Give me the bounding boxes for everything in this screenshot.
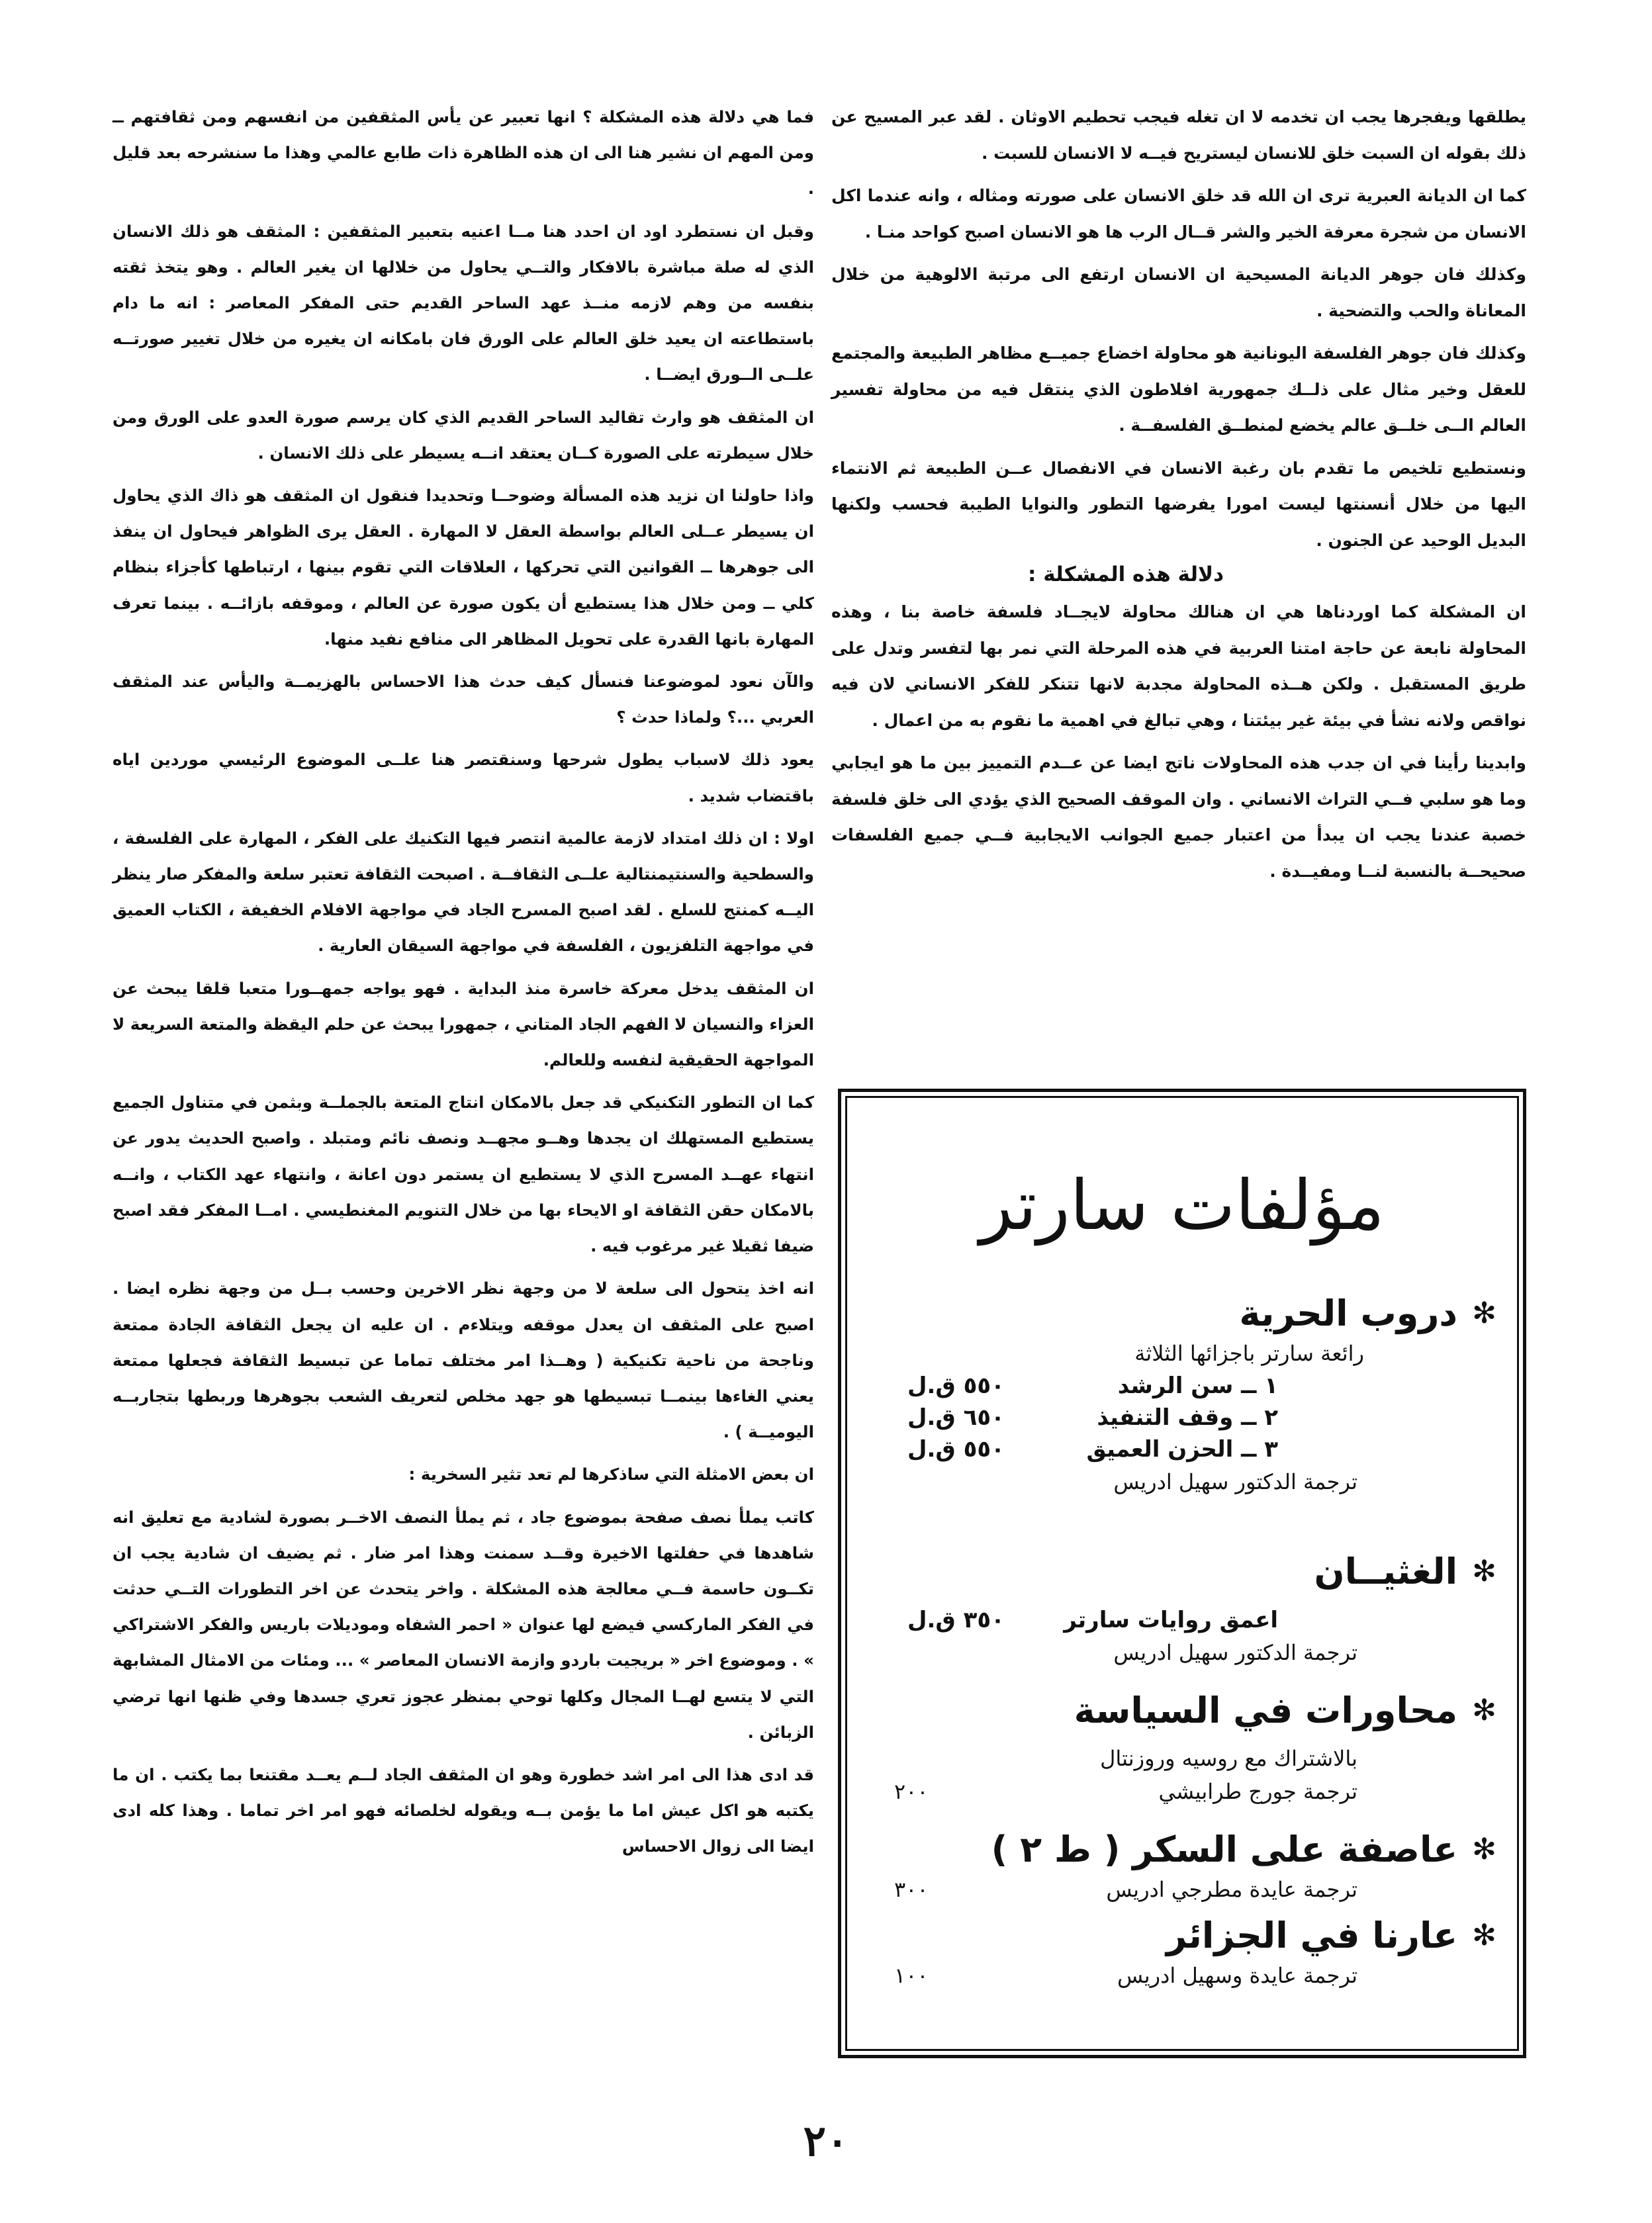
book-subtitle: بالاشتراك مع روسيه وروزنتال: [1100, 1746, 1357, 1771]
paragraph: ان بعض الامثلة التي ساذكرها لم تعد تثير السخرية :: [408, 1465, 814, 1484]
page-number: ٢٠: [803, 2116, 849, 2166]
paragraph: كما ان الديانة العبرية ترى ان الله قد خلق الانسان على صورته ومثاله ، وانه عندما اكل الانسان من شجرة معرفة الخير والشر قــال الرب ها هو الانسان اصبح كواحد منـا .: [831, 186, 1526, 242]
book-nausea: [868, 1549, 1496, 1669]
book-translator: ترجمة الدكتور سهيل ادريس: [1113, 1469, 1357, 1494]
price: ٣٥٠ ق.ل: [907, 1607, 1005, 1633]
price: ٣٠٠: [894, 1877, 929, 1902]
asterisk-icon: ✻: [1472, 1555, 1496, 1588]
paragraph: ان المثقف يدخل معركة خاسرة منذ البداية . فهو يواجه جمهــورا متعبا قلقا يبحث عن العزاء والنسيان لا الفهم الجاد المتاني ، جمهورا يبحث عن حلم اليقظة والمتعة السريعة لا المواجهة الحقيقية لنفسه وللعالم.: [113, 978, 814, 1070]
section-heading: دلالة هذه المشكلة :: [1028, 563, 1224, 586]
right-column: [831, 99, 1526, 896]
paragraph: وابدينا رأينا في ان جدب هذه المحاولات ناتج ايضا عن عــدم التمييز بين ما هو ايجابي وما هو سلبي فــي التراث الانساني . وان الموقف الصحيح الذي يؤدي الى خلق فلسفة خصبة عندنا يجب ان يبدأ من اعتبار جميع الجوانب الايجابية فــي جميع الفلسفات صحيحــة بالنسبة لنــا ومفيــدة .: [831, 753, 1526, 881]
paragraph: ان المشكلة كما اوردناها هي ان هنالك محاولة لايجــاد فلسفة خاصة بنا ، وهذه المحاولة نابعة عن حاجة امتنا العربية في هذه المرحلة التي نمر بها لتفسر وتدل على طريق المستقبل . ولكن هــذه المحاولة مجدبة لانها تتنكر للفكر الانساني لان فيه نواقص ولانه نشأ في بيئة غير بيئتنا ، وهي تبالغ في اهمية ما نقوم به من اعمال .: [831, 602, 1526, 730]
paragraph: ان المثقف هو وارث تقاليد الساحر القديم الذي كان يرسم صورة العدو على الورق ومن خلال سيطرته على الصورة كــان يعتقد انــه يسيطر على ذلك الانسان .: [113, 407, 814, 463]
paragraph: يعود ذلك لاسباب يطول شرحها وسنقتصر هنا علــى الموضوع الرئيسي موردين اياه باقتضاب شديد .: [113, 750, 814, 805]
book-title: عاصفة على السكر ( ط ٢ ): [991, 1829, 1458, 1870]
book-subtitle: رائعة سارتر باجزائها الثلاثة: [1134, 1341, 1364, 1366]
book-title: محاورات في السياسة: [1074, 1690, 1458, 1731]
left-column: [113, 99, 814, 1872]
book-part: ٢ ــ وقف التنفيذ ٦٥٠ ق.ل: [868, 1402, 1496, 1433]
price: ٥٥٠ ق.ل: [907, 1373, 1005, 1399]
paragraph: ونستطيع تلخيص ما تقدم بان رغبة الانسان في الانفصال عــن الطبيعة ثم الانتماء اليها من خلال أنسنتها ليست امورا يفرضها التطور والنوايا الطيبة فحسب ولكنها البديل الوحيد عن الجنون .: [831, 458, 1526, 550]
book-title: دروب الحرية: [1239, 1293, 1458, 1334]
book-political-dialogues: [868, 1688, 1496, 1808]
paragraph: وكذلك فان جوهر الديانة المسيحية ان الانسان ارتفع الى مرتبة الالوهية من خلال المعاناة والحب والتضحية .: [831, 265, 1526, 320]
paragraph: اولا : ان ذلك امتداد لازمة عالمية انتصر فيها التكنيك على الفكر ، المهارة على الفلسفة ، والسطحية والسنتيمنتالية علــى الثقافــة . اصبحت الثقافة تعتبر سلعة والمفكر صار ينظر اليــه كمنتج للسلع . لقد اصبح المسرح الجاد في مواجهة الافلام الخفيفة ، الكتاب العميق في مواجهة التلفزيون ، الفلسفة في مواجهة السيقان العارية .: [113, 828, 814, 956]
paragraph: كاتب يملأ نصف صفحة بموضوع جاد ، ثم يملأ النصف الاخــر بصورة لشادية مع تعليق انه شاهدها في حفلتها الاخيرة وقــد سمنت وهذا امر ضار . ثم يضيف ان شادية يجب ان تكــون حاسمة فــي معالجة هذه المشكلة . واخر يتحدث عن اخر التطورات التــي حدثت في الفكر الماركسي فيضع لها عنوان « احمر الشفاه وموديلات باريس والفكر الاشتراكي » . وموضوع اخر « بريجيت باردو وازمة الانسان المعاصر » ... ومئات من الامثال المشابهة التي لا يتسع لهــا المجال وكلها توحي بمنظر عجوز تعري جسدها وفي ظنها انها ترضي الزبائن .: [113, 1507, 814, 1742]
book-part: ١ ــ سن الرشد ٥٥٠ ق.ل: [868, 1370, 1496, 1402]
sartre-books-advertisement: [838, 1089, 1526, 2058]
book-part: ٣ ــ الحزن العميق ٥٥٠ ق.ل: [868, 1433, 1496, 1465]
paragraph: فما هي دلالة هذه المشكلة ؟ انها تعبير عن يأس المثقفين من انفسهم ومن ثقافتهم ــ ومن المهم ان نشير هنا الى ان هذه الظاهرة ذات طابع عالمي وهذا ما سنشرحه بعد قليل .: [113, 107, 814, 199]
book-title: الغثيــان: [1314, 1551, 1458, 1592]
paragraph: وكذلك فان جوهر الفلسفة اليونانية هو محاولة اخضاع جميــع مظاهر الطبيعة والمجتمع للعقل وخير مثال على ذلــك جمهورية افلاطون الذي ينتقل فيه من محاولة تفسير العالم الــى خلــق عالم يخضع لمنطــق الفلسفــة .: [831, 343, 1526, 435]
book-roads-of-freedom: [868, 1291, 1496, 1498]
asterisk-icon: ✻: [1472, 1833, 1496, 1866]
paragraph: واذا حاولنا ان نزيد هذه المسألة وضوحــا وتحديدا فنقول ان المثقف هو ذاك الذي يحاول ان يسيطر عــلى العالم بواسطة العقل لا المهارة . العقل يرى الظواهر فيحاول ان ينفذ الى جوهرها ــ القوانين التي تحركها ، العلاقات التي تقوم بينها ، ارتباطها كأجزاء بنظام كلي ــ ومن خلال هذا يستطيع أن يكون صورة عن العالم ، وموقفه بازائــه . بينما تعرف المهارة بانها القدرة على تحويل المظاهر الى منافع نفيد منها.: [113, 486, 814, 649]
book-translator-row: ترجمة جورج طرابيشي ٢٠٠: [868, 1775, 1496, 1808]
asterisk-icon: ✻: [1472, 1296, 1496, 1330]
book-our-shame-in-algeria: [868, 1913, 1496, 1992]
paragraph: قد ادى هذا الى امر اشد خطورة وهو ان المثقف الجاد لــم يعــد مقتنعا بما يكتب . ان ما يكتبه هو اكل عيش اما ما يؤمن بــه ويقوله لخلصائه فهو امر اخر تماما . وهذا كله ادى ايضا الى زوال الاحساس: [113, 1764, 814, 1856]
ad-title: مؤلفات سارتر: [980, 1165, 1385, 1246]
paragraph: انه اخذ يتحول الى سلعة لا من وجهة نظر الاخرين وحسب بــل من وجهة نظره ايضا . اصبح على المثقف ان يعدل موقفه ويتلاءم . ان عليه ان يجعل الثقافة الجادة ممتعة وناجحة من ناحية تكنيكية ( وهــذا امر مختلف تماما عن تبسيط الثقافة فجعلها ممتعة يعني الغاءها بينمــا تبسيطها هو جهد مخلص لتعريف الشعب بجوهرها وربطها بتجاربــه اليوميــة ) .: [113, 1279, 814, 1442]
paragraph: وقبل ان نستطرد اود ان احدد هنا مــا اعنيه بتعبير المثقفين : المثقف هو ذلك الانسان الذي له صلة مباشرة بالافكار والتــي يحاول من خلالها ان يغير العالم . وهو يتخذ ثقته بنفسه من وهم لازمه منــذ عهد الساحر القديم حتى المفكر المعاصر : انه ما دام باستطاعته ان يعيد خلق العالم على الورق فان بامكانه ان يغيره من خلال تغيير صورتــه علــى الــورق ايضــا .: [113, 221, 814, 385]
asterisk-icon: ✻: [1472, 1919, 1496, 1952]
price: ٦٥٠ ق.ل: [907, 1404, 1005, 1431]
book-translator-row: ترجمة عايدة مطرجي ادريس ٣٠٠: [868, 1873, 1496, 1906]
paragraph: يطلقها ويفجرها يجب ان تخدمه لا ان تغله فيجب تحطيم الاوثان . لقد عبر المسيح عن ذلك بقوله ان السبت خلق للانسان ليستريح فيــه لا الانسان للسبت .: [831, 107, 1526, 163]
price: ١٠٠: [894, 1963, 929, 1988]
book-translator-row: ترجمة عايدة وسهيل ادريس ١٠٠: [868, 1959, 1496, 1992]
price: ٥٥٠ ق.ل: [907, 1436, 1005, 1463]
book-subtitle-row: اعمق روايات سارتر ٣٥٠ ق.ل: [868, 1604, 1496, 1636]
book-title: عارنا في الجزائر: [1166, 1915, 1458, 1956]
price: ٢٠٠: [894, 1779, 929, 1804]
paragraph: والآن نعود لموضوعنا فنسأل كيف حدث هذا الاحساس بالهزيمــة واليأس عند المثقف العربي ...؟ ولماذا حدث ؟: [113, 672, 814, 727]
paragraph: كما ان التطور التكنيكي قد جعل بالامكان انتاج المتعة بالجملــة وبثمن في متناول الجميع يستطيع المستهلك ان يجدها وهــو مجهــد ونصف نائم ومتبلد . واصبح الحديث يدور عن انتهاء عهــد المسرح الذي لا يستطيع ان يستمر دون اعانة ، وانتهاء عهد الكتاب ، وانــه بالامكان حقن الثقافة او الايحاء بها من خلال التنويم المغنطيسي . امــا المفكر فقد اصبح ضيفا ثقيلا غير مرغوب فيه .: [113, 1093, 814, 1256]
book-storm-over-sugar: [868, 1827, 1496, 1906]
book-translator: ترجمة الدكتور سهيل ادريس: [1113, 1640, 1357, 1665]
asterisk-icon: ✻: [1472, 1694, 1496, 1727]
